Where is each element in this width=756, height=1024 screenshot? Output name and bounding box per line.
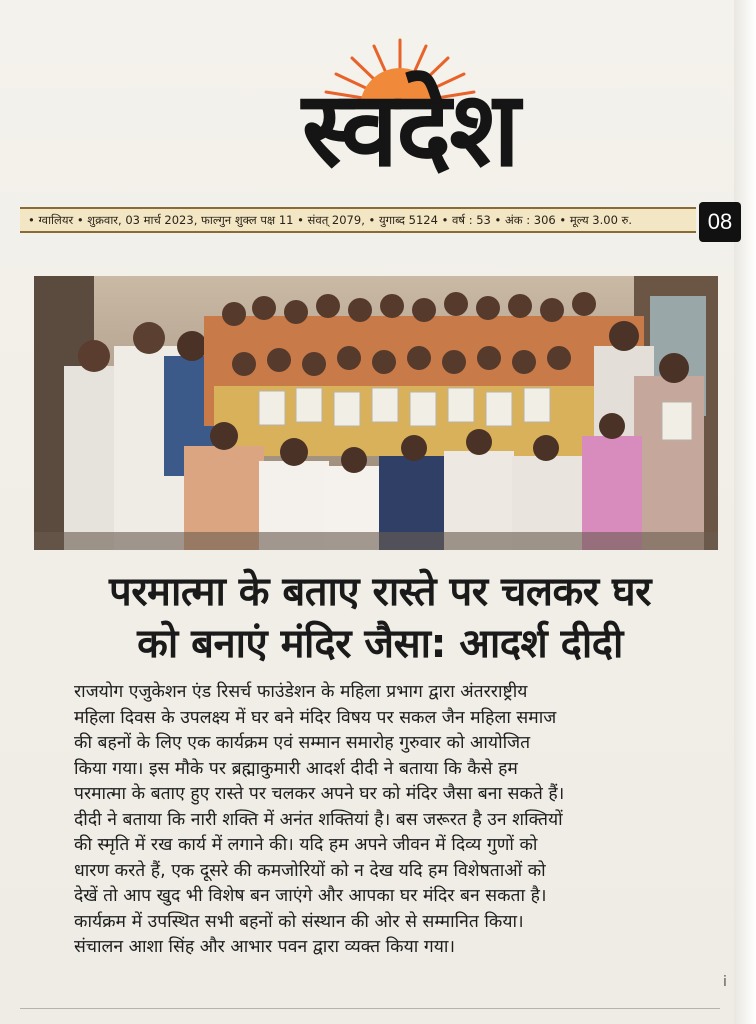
body-line: राजयोग एजुकेशन एंड रिसर्च फाउंडेशन के महिला प्रभाग द्वारा अंतरराष्ट्रीय xyxy=(74,682,528,702)
body-line: कार्यक्रम में उपस्थित सभी बहनों को संस्थान की ओर से सम्मानित किया। xyxy=(74,911,524,932)
body-line: धारण करते हैं, एक दूसरे की कमजोरियों को न देख यदि हम विशेषताओं को xyxy=(74,860,546,881)
group-photo xyxy=(34,276,718,550)
body-line: किया गया। इस मौके पर ब्रह्माकुमारी आदर्श दीदी ने बताया कि कैसे हम xyxy=(74,758,518,779)
page-number-badge: 08 xyxy=(699,202,741,242)
article-body xyxy=(74,680,704,961)
masthead xyxy=(60,12,700,212)
dateline: • ग्वालियर • शुक्रवार, 03 मार्च 2023, फाल्गुन शुक्ल पक्ष 11 • संवत् 2079, • युगाब्द 5124 • वर्ष : 53 • अंक : 306 • मूल्य 3.00 रु. xyxy=(20,207,696,233)
body-line: की स्मृति में रख कार्य में लगाने की। यदि हम अपने जीवन में दिव्य गुणों को xyxy=(74,835,538,855)
body-line: दीदी ने बताया कि नारी शक्ति में अनंत शक्तियां है। बस जरूरत है उन शक्तियों xyxy=(74,809,563,830)
headline-line-2: को बनाएं मंदिर जैसा: आदर्श दीदी xyxy=(137,621,623,667)
paper-edge xyxy=(734,0,756,1024)
group-photo-icon xyxy=(34,276,718,550)
side-mark: i xyxy=(723,974,727,990)
bottom-rule xyxy=(20,1008,720,1009)
article-headline xyxy=(40,566,720,670)
body-line: महिला दिवस के उपलक्ष्य में घर बने मंदिर विषय पर सकल जैन महिला समाज xyxy=(74,707,557,728)
body-line: परमात्मा के बताए हुए रास्ते पर चलकर अपने घर को मंदिर जैसा बना सकते हैं। xyxy=(74,784,565,804)
body-line: की बहनों के लिए एक कार्यक्रम एवं सम्मान समारोह गुरुवार को आयोजित xyxy=(74,733,531,753)
body-line: संचालन आशा सिंह और आभार पवन द्वारा व्यक्त किया गया। xyxy=(74,937,456,957)
newspaper-name: स्वदेश xyxy=(301,68,519,190)
body-line: देखें तो आप खुद भी विशेष बन जाएंगे और आपका घर मंदिर बन सकता है। xyxy=(74,886,547,906)
headline-line-1: परमात्मा के बताए रास्ते पर चलकर घर xyxy=(108,569,652,615)
